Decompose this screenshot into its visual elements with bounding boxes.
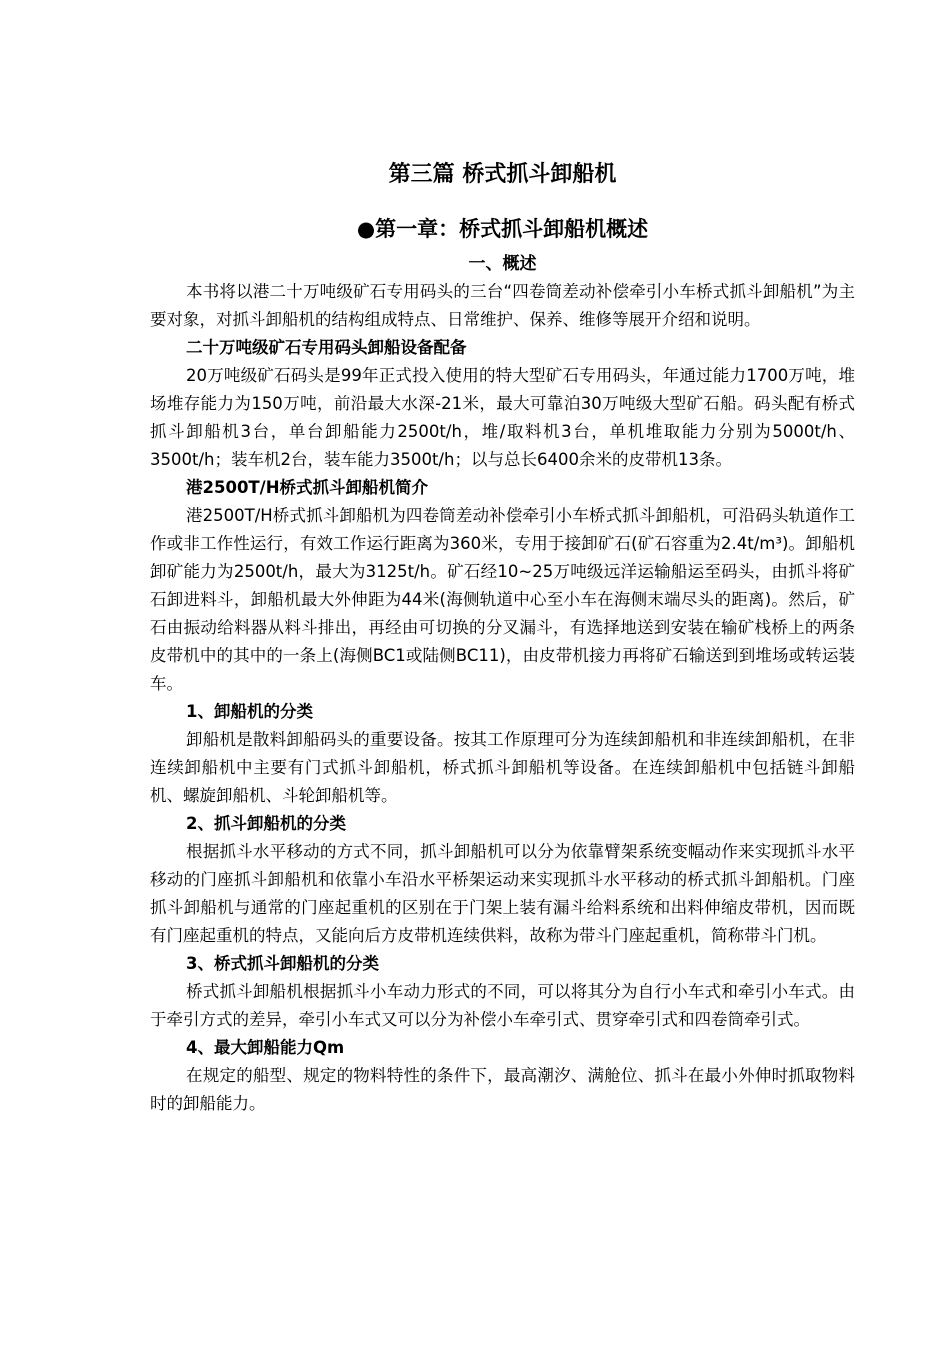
intro-paragraph: 本书将以港二十万吨级矿石专用码头的三台“四卷筒差动补偿牵引小车桥式抓斗卸船机”为主要对象，对抓斗卸船机的结构组成特点、日常维护、保养、维修等展开介绍和说明。 [150,282,855,329]
paragraph-3: 桥式抓斗卸船机根据抓斗小车动力形式的不同，可以将其分为自行小车式和牵引小车式。由于牵引方式的差异，牵引小车式又可以分为补偿小车牵引式、贯穿牵引式和四卷筒牵引式。 [150,982,855,1029]
heading-1: 1、卸船机的分类 [186,702,313,721]
paragraph-4: 在规定的船型、规定的物料特性的条件下，最高潮汐、满舱位、抓斗在最小外伸时抓取物料时的卸船能力。 [150,1066,855,1113]
paragraph-1: 卸船机是散料卸船码头的重要设备。按其工作原理可分为连续卸船机和非连续卸船机，在非连续卸船机中主要有门式抓斗卸船机，桥式抓斗卸船机等设备。在连续卸船机中包括链斗卸船机、螺旋卸船机、斗轮卸船机等。 [150,730,855,805]
chapter-title: ●第一章：桥式抓斗卸船机概述 [356,217,649,241]
section-title: 一、概述 [468,254,537,274]
heading-2: 2、抓斗卸船机的分类 [186,814,346,833]
heading-equipment: 二十万吨级矿石专用码头卸船设备配备 [186,338,467,357]
paragraph-equipment: 20万吨级矿石码头是99年正式投入使用的特大型矿石专用码头，年通过能力1700万吨，堆场堆存能力为150万吨，前沿最大水深-21米，最大可靠泊30万吨级大型矿石船。码头配有桥式抓斗卸船机3台，单台卸船能力2500t/h，堆/取料机3台，单机堆取能力分别为5000t/h、3500t/h；装车机2台，装车能力3500t/h；以与总长6400余米的皮带机13条。 [150,366,855,469]
paragraph-2: 根据抓斗水平移动的方式不同，抓斗卸船机可以分为依靠臂架系统变幅动作来实现抓斗水平移动的门座抓斗卸船机和依靠小车沿水平桥架运动来实现抓斗水平移动的桥式抓斗卸船机。门座抓斗卸船机与通常的门座起重机的区别在于门架上装有漏斗给料系统和出料伸缩皮带机，因而既有门座起重机的特点，又能向后方皮带机连续供料，故称为带斗门座起重机，简称带斗门机。 [150,842,855,945]
document-body [150,160,855,1118]
heading-intro-2500: 港2500T/H桥式抓斗卸船机简介 [186,478,429,497]
part-title: 第三篇 桥式抓斗卸船机 [388,162,617,187]
heading-4: 4、最大卸船能力Qm [186,1038,345,1057]
heading-3: 3、桥式抓斗卸船机的分类 [186,954,379,973]
paragraph-intro-2500: 港2500T/H桥式抓斗卸船机为四卷筒差动补偿牵引小车桥式抓斗卸船机，可沿码头轨道作工作或非工作性运行，有效工作运行距离为360米，专用于接卸矿石(矿石容重为2.4t/m³)。卸船机卸矿能力为2500t/h，最大为3125t/h。矿石经10~25万吨级远洋运输船运至码头，由抓斗将矿石卸进料斗，卸船机最大外伸距为44米(海侧轨道中心至小车在海侧末端尽头的距离)。然后，矿石由振动给料器从料斗排出，再经由可切换的分叉漏斗，有选择地送到安装在输矿栈桥上的两条皮带机中的其中的一条上(海侧BC1或陆侧BC11)，由皮带机接力再将矿石输送到到堆场或转运装车。 [150,506,855,693]
